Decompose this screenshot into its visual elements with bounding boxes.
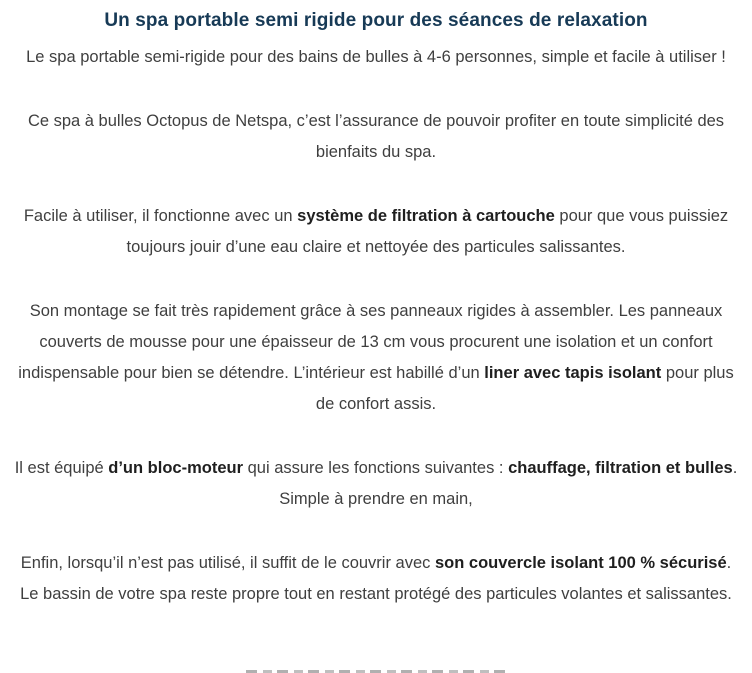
paragraph-text: Le spa portable semi-rigide pour des bains de bulles à 4-6 personnes, simple et facile à utiliser ! <box>26 48 726 66</box>
paragraph-text: . Le bassin de votre spa reste propre tout en restant protégé des particules volantes et salissantes. <box>20 554 732 603</box>
paragraph-text: pour plus de confort assis. <box>315 364 734 413</box>
paragraph <box>14 201 738 263</box>
paragraph-text: Enfin, lorsqu’il n’est pas utilisé, il suffit de le couvrir avec <box>20 554 435 572</box>
page-title: Un spa portable semi rigide pour des séances de relaxation <box>104 10 648 31</box>
paragraph-text: Son montage se fait très rapidement grâce à ses panneaux rigides à assembler. Les panneaux couverts de mousse pour une épaisseur de 13 cm vous procurent une isolation et un confort indispensable pour bien se détendre. L’intérieur est habillé d’un <box>18 302 723 382</box>
paragraph-bold-text: chauffage, filtration et bulles <box>508 459 733 477</box>
paragraph-bold-text: système de filtration à cartouche <box>297 207 555 225</box>
paragraph <box>14 453 738 515</box>
paragraph <box>14 548 738 610</box>
paragraph <box>14 296 738 420</box>
paragraph-text: Ce spa à bulles Octopus de Netspa, c’est l’assurance de pouvoir profiter en toute simplicité des bienfaits du spa. <box>27 112 725 161</box>
paragraph <box>14 106 738 168</box>
paragraph-bold-text: liner avec tapis isolant <box>484 364 662 382</box>
paragraph <box>14 42 738 73</box>
paragraph-bold-text: d’un bloc-moteur <box>108 459 244 477</box>
paragraph-text: Facile à utiliser, il fonctionne avec un <box>23 207 298 225</box>
paragraph-text: pour que vous puissiez toujours jouir d’une eau claire et nettoyée des particules salissantes. <box>126 207 729 256</box>
paragraph-text: qui assure les fonctions suivantes : <box>243 459 509 477</box>
paragraph-text: . Simple à prendre en main, <box>279 459 738 508</box>
paragraph-list <box>0 42 752 610</box>
paragraph-text: Il est équipé <box>14 459 109 477</box>
paragraph-bold-text: son couvercle isolant 100 % sécurisé <box>434 554 727 572</box>
